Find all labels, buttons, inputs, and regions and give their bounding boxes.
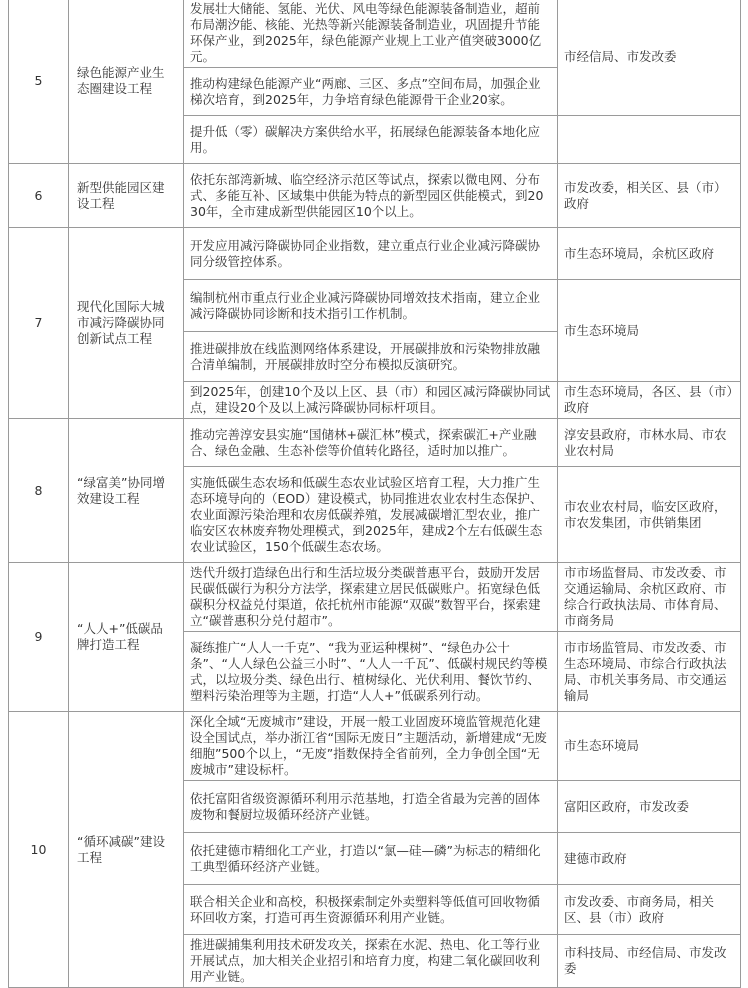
- project-name: 现代化国际大城市减污降碳协同创新试点工程: [69, 228, 184, 419]
- task-text: 推动完善淳安县实施“国储林+碳汇林”模式，探索碳汇+产业融合、绿色金融、生态补偿等价值转化路径，适时加以推广。: [184, 419, 558, 467]
- responsible-dept: 市市场监督局、市发改委、市交通运输局、余杭区政府、市综合行政执法局、市体育局、市商务局: [558, 563, 741, 632]
- task-text: 到2025年，创建10个及以上区、县（市）和园区减污降碳协同试点，建设20个及以上减污降碳协同标杆项目。: [184, 382, 558, 419]
- responsible-dept: 淳安县政府，市林水局、市农业农村局: [558, 419, 741, 467]
- task-text: 发展壮大储能、氢能、光伏、风电等绿色能源装备制造业，超前布局潮汐能、核能、光热等新兴能源装备制造业，巩固提升节能环保产业，到2025年，绿色能源产业规上工业产值突破3000亿元。: [184, 0, 558, 68]
- project-name: “人人+”低碳品牌打造工程: [69, 563, 184, 712]
- task-text: 深化全域“无废城市”建设，开展一般工业固废环境监管规范化建设全国试点，举办浙江省“国际无废日”主题活动，新增建成“无废细胞”500个以上，“无废”指数保持全省前列，全力争创全国“无废城市”建设标杆。: [184, 712, 558, 781]
- row-number: 6: [9, 164, 69, 228]
- table-row: [9, 164, 741, 228]
- responsible-dept: 建德市政府: [558, 833, 741, 885]
- table-row: [9, 228, 741, 280]
- row-number: 9: [9, 563, 69, 712]
- table-row: [9, 712, 741, 781]
- row-number: 5: [9, 0, 69, 164]
- task-text: 提升低（零）碳解决方案供给水平，拓展绿色能源装备本地化应用。: [184, 116, 558, 164]
- project-name: 绿色能源产业生态圈建设工程: [69, 0, 184, 164]
- responsible-dept: 市生态环境局: [558, 280, 741, 382]
- responsible-dept: 市发改委、市商务局，相关区、县（市）政府: [558, 885, 741, 935]
- responsible-dept: 市发改委，相关区、县（市）政府: [558, 164, 741, 228]
- task-text: 编制杭州市重点行业企业减污降碳协同增效技术指南，建立企业减污降碳协同诊断和技术指引工作机制。: [184, 280, 558, 332]
- task-text: 推进碳捕集利用技术研发攻关，探索在水泥、热电、化工等行业开展试点，加大相关企业招引和培育力度，构建二氧化碳回收利用产业链。: [184, 935, 558, 988]
- task-text: 推进碳排放在线监测网络体系建设，开展碳排放和污染物排放融合清单编制，开展碳排放时空分布模拟反演研究。: [184, 332, 558, 382]
- task-table: [8, 0, 741, 988]
- project-name: “循环减碳”建设工程: [69, 712, 184, 988]
- project-name: “绿富美”协同增效建设工程: [69, 419, 184, 563]
- table-row: [9, 563, 741, 632]
- responsible-dept: 市市场监管局、市发改委、市生态环境局、市综合行政执法局、市机关事务局、市交通运输局: [558, 632, 741, 712]
- responsible-dept: 市生态环境局: [558, 712, 741, 781]
- task-text: 凝练推广“人人一千克”、“我为亚运种棵树”、“绿色办公十条”、“人人绿色公益三小时”、“人人一千瓦”、低碳村规民约等模式，以垃圾分类、绿色出行、植树绿化、光伏利用、餐饮节约、塑料污染治理等为主题，打造“人人+”低碳系列行动。: [184, 632, 558, 712]
- responsible-dept: 市科技局、市经信局、市发改委: [558, 935, 741, 988]
- project-name: 新型供能园区建设工程: [69, 164, 184, 228]
- responsible-dept: 富阳区政府，市发改委: [558, 781, 741, 833]
- task-text: 推动构建绿色能源产业“两廊、三区、多点”空间布局，加强企业梯次培育，到2025年，力争培育绿色能源骨干企业20家。: [184, 68, 558, 116]
- row-number: 8: [9, 419, 69, 563]
- task-text: 依托东部湾新城、临空经济示范区等试点，探索以微电网、分布式、多能互补、区域集中供能为特点的新型园区供能模式，到2030年，全市建成新型供能园区10个以上。: [184, 164, 558, 228]
- task-text: 开发应用减污降碳协同企业指数，建立重点行业企业减污降碳协同分级管控体系。: [184, 228, 558, 280]
- responsible-dept: 市生态环境局，余杭区政府: [558, 228, 741, 280]
- responsible-dept: 市生态环境局，各区、县（市）政府: [558, 382, 741, 419]
- responsible-dept: 市农业农村局，临安区政府，市农发集团，市供销集团: [558, 467, 741, 563]
- task-text: 依托富阳省级资源循环利用示范基地，打造全省最为完善的固体废物和餐厨垃圾循环经济产业链。: [184, 781, 558, 833]
- task-text: 实施低碳生态农场和低碳生态农业试验区培育工程，大力推广生态环境导向的（EOD）建设模式，协同推进农业农村生态保护、农业面源污染治理和农房低碳养殖，发展减碳增汇型农业，推广临安区农林废弃物处理模式，到2025年，建成2个左右低碳生态农业试验区，150个低碳生态农场。: [184, 467, 558, 563]
- responsible-dept: 市经信局、市发改委: [558, 0, 741, 116]
- task-text: 联合相关企业和高校，积极探索制定外卖塑料等低值可回收物循环回收方案，打造可再生资源循环利用产业链。: [184, 885, 558, 935]
- table-row: [9, 0, 741, 68]
- task-text: 依托建德市精细化工产业，打造以“氯—硅—磷”为标志的精细化工典型循环经济产业链。: [184, 833, 558, 885]
- responsible-dept: [558, 116, 741, 164]
- task-text: 迭代升级打造绿色出行和生活垃圾分类碳普惠平台，鼓励开发居民碳低碳行为积分方法学，探索建立居民低碳账户。拓宽绿色低碳积分权益兑付渠道，依托杭州市能源“双碳”数智平台，探索建立“碳普惠积分兑付超市”。: [184, 563, 558, 632]
- row-number: 7: [9, 228, 69, 419]
- table-row: [9, 419, 741, 467]
- row-number: 10: [9, 712, 69, 988]
